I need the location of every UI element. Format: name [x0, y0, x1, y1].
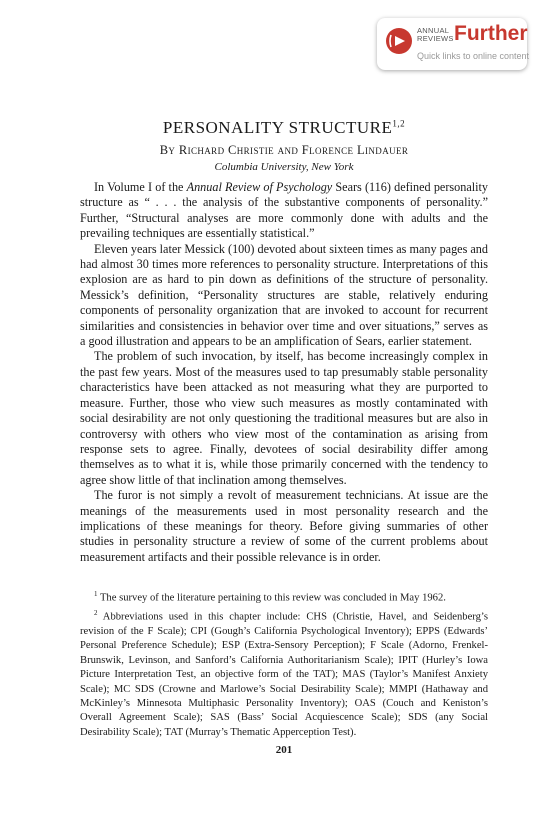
footnote-text: Abbreviations used in this chapter include: CHS (Christie, Havel, and Seidenberg’s revision of the F Scale); CPI (Gough’s California Psychological Inventory); EPPS (Edwards’ Personal Preference Schedule); ESP (Extra-Sensory Perception); F Scale (Adorno, Frenkel-Brunswik, Levinson, and Sanford’s California Authoritarianism Scale); IPIT (Hurley’s Iowa Picture Interpretation Test, an objective form of the TAT); MAS (Taylor’s Manifest Anxiety Scale); MC SDS (Crowne and Marlowe’s Social Desirability Scale); MMPI (Hathaway and McKinley’s Minnesota Multiphasic Personality Inventory); OAS (Couch and Keniston’s Overall Agreement Scale); SAS (Bass’ Social Acquiescence Scale); SDS (any Social Desirability Scale); TAT (Murray’s Thematic Apperception Test). — [80, 611, 488, 738]
badge-brand — [417, 27, 457, 43]
footnote-marker: 1 — [94, 590, 98, 598]
article-title — [80, 118, 488, 138]
further-badge[interactable] — [377, 18, 530, 70]
footnote-marker: 2 — [94, 608, 98, 617]
badge-brand-line1: ANNUAL — [417, 26, 450, 35]
article-title-text: PERSONALITY STRUCTURE — [162, 118, 393, 137]
paragraph: Eleven years later Messick (100) devoted about sixteen times as many pages and had almost 30 times more references to personality structure. Interpretations of this explosion are as hard to pin down as definitions of the structure of personality. Messick’s definition, “Personality structures are stable, relatively enduring components of personality organization that are invoked to account for recurrent similarities and consistencies in behavior over time and over situations,” serves as a good illustration and appears to be an amplification of Sears, earlier statement. — [80, 241, 488, 349]
paragraph — [80, 180, 488, 242]
footnote-text: The survey of the literature pertaining to this review was concluded in May 1962. — [97, 592, 446, 604]
footnote — [80, 606, 488, 740]
paragraph-rest: Sears (116) defined personality structure as “ . . . the analysis of the substantive components of personality.” Further, “Structural analyses are more commonly done with adults and the prevailing techniques are essentially statistical.” — [80, 180, 488, 241]
badge-brand-line2: REVIEWS — [417, 34, 454, 43]
journal-name: Annual Review of Psychology — [186, 180, 333, 194]
article-authors: By Richard Christie and Florence Lindauer — [159, 143, 409, 157]
footnotes — [80, 587, 488, 740]
paragraph: The furor is not simply a revolt of measurement technicians. At issue are the meanings of the measurements used in most personality research and the implications of these meanings for theory. Before giving summaries of other studies in personality structure a review of some of the current problems about measurement artifacts and their possible relevance is in order. — [80, 488, 488, 564]
page-number: 201 — [275, 744, 293, 756]
article-body — [80, 180, 488, 565]
badge-title: Further — [454, 22, 528, 45]
badge-subtitle: Quick links to online content — [417, 51, 530, 61]
article-affiliation: Columbia University, New York — [214, 161, 354, 173]
footnote — [80, 587, 488, 606]
article-title-footnote-marker: 1,2 — [392, 118, 406, 129]
paragraph-lead: In Volume I of the — [94, 180, 187, 194]
annual-reviews-logo-icon — [386, 28, 412, 54]
paragraph: The problem of such invocation, by itself, has become increasingly complex in the past few years. Most of the measures used to tap presumably stable personality characteristics have been attacked as not measuring what they are purported to measure. Further, those who view such measures as mostly contaminated with social desirability are not only questioning the traditional measures but are also in controversy with others who view most of the contamination as arising from response sets to agree. Finally, devotees of social desirability differ among themselves as to what it is, while those primarily concerned with the tendency to agree show little of that inclination among themselves. — [80, 349, 488, 487]
